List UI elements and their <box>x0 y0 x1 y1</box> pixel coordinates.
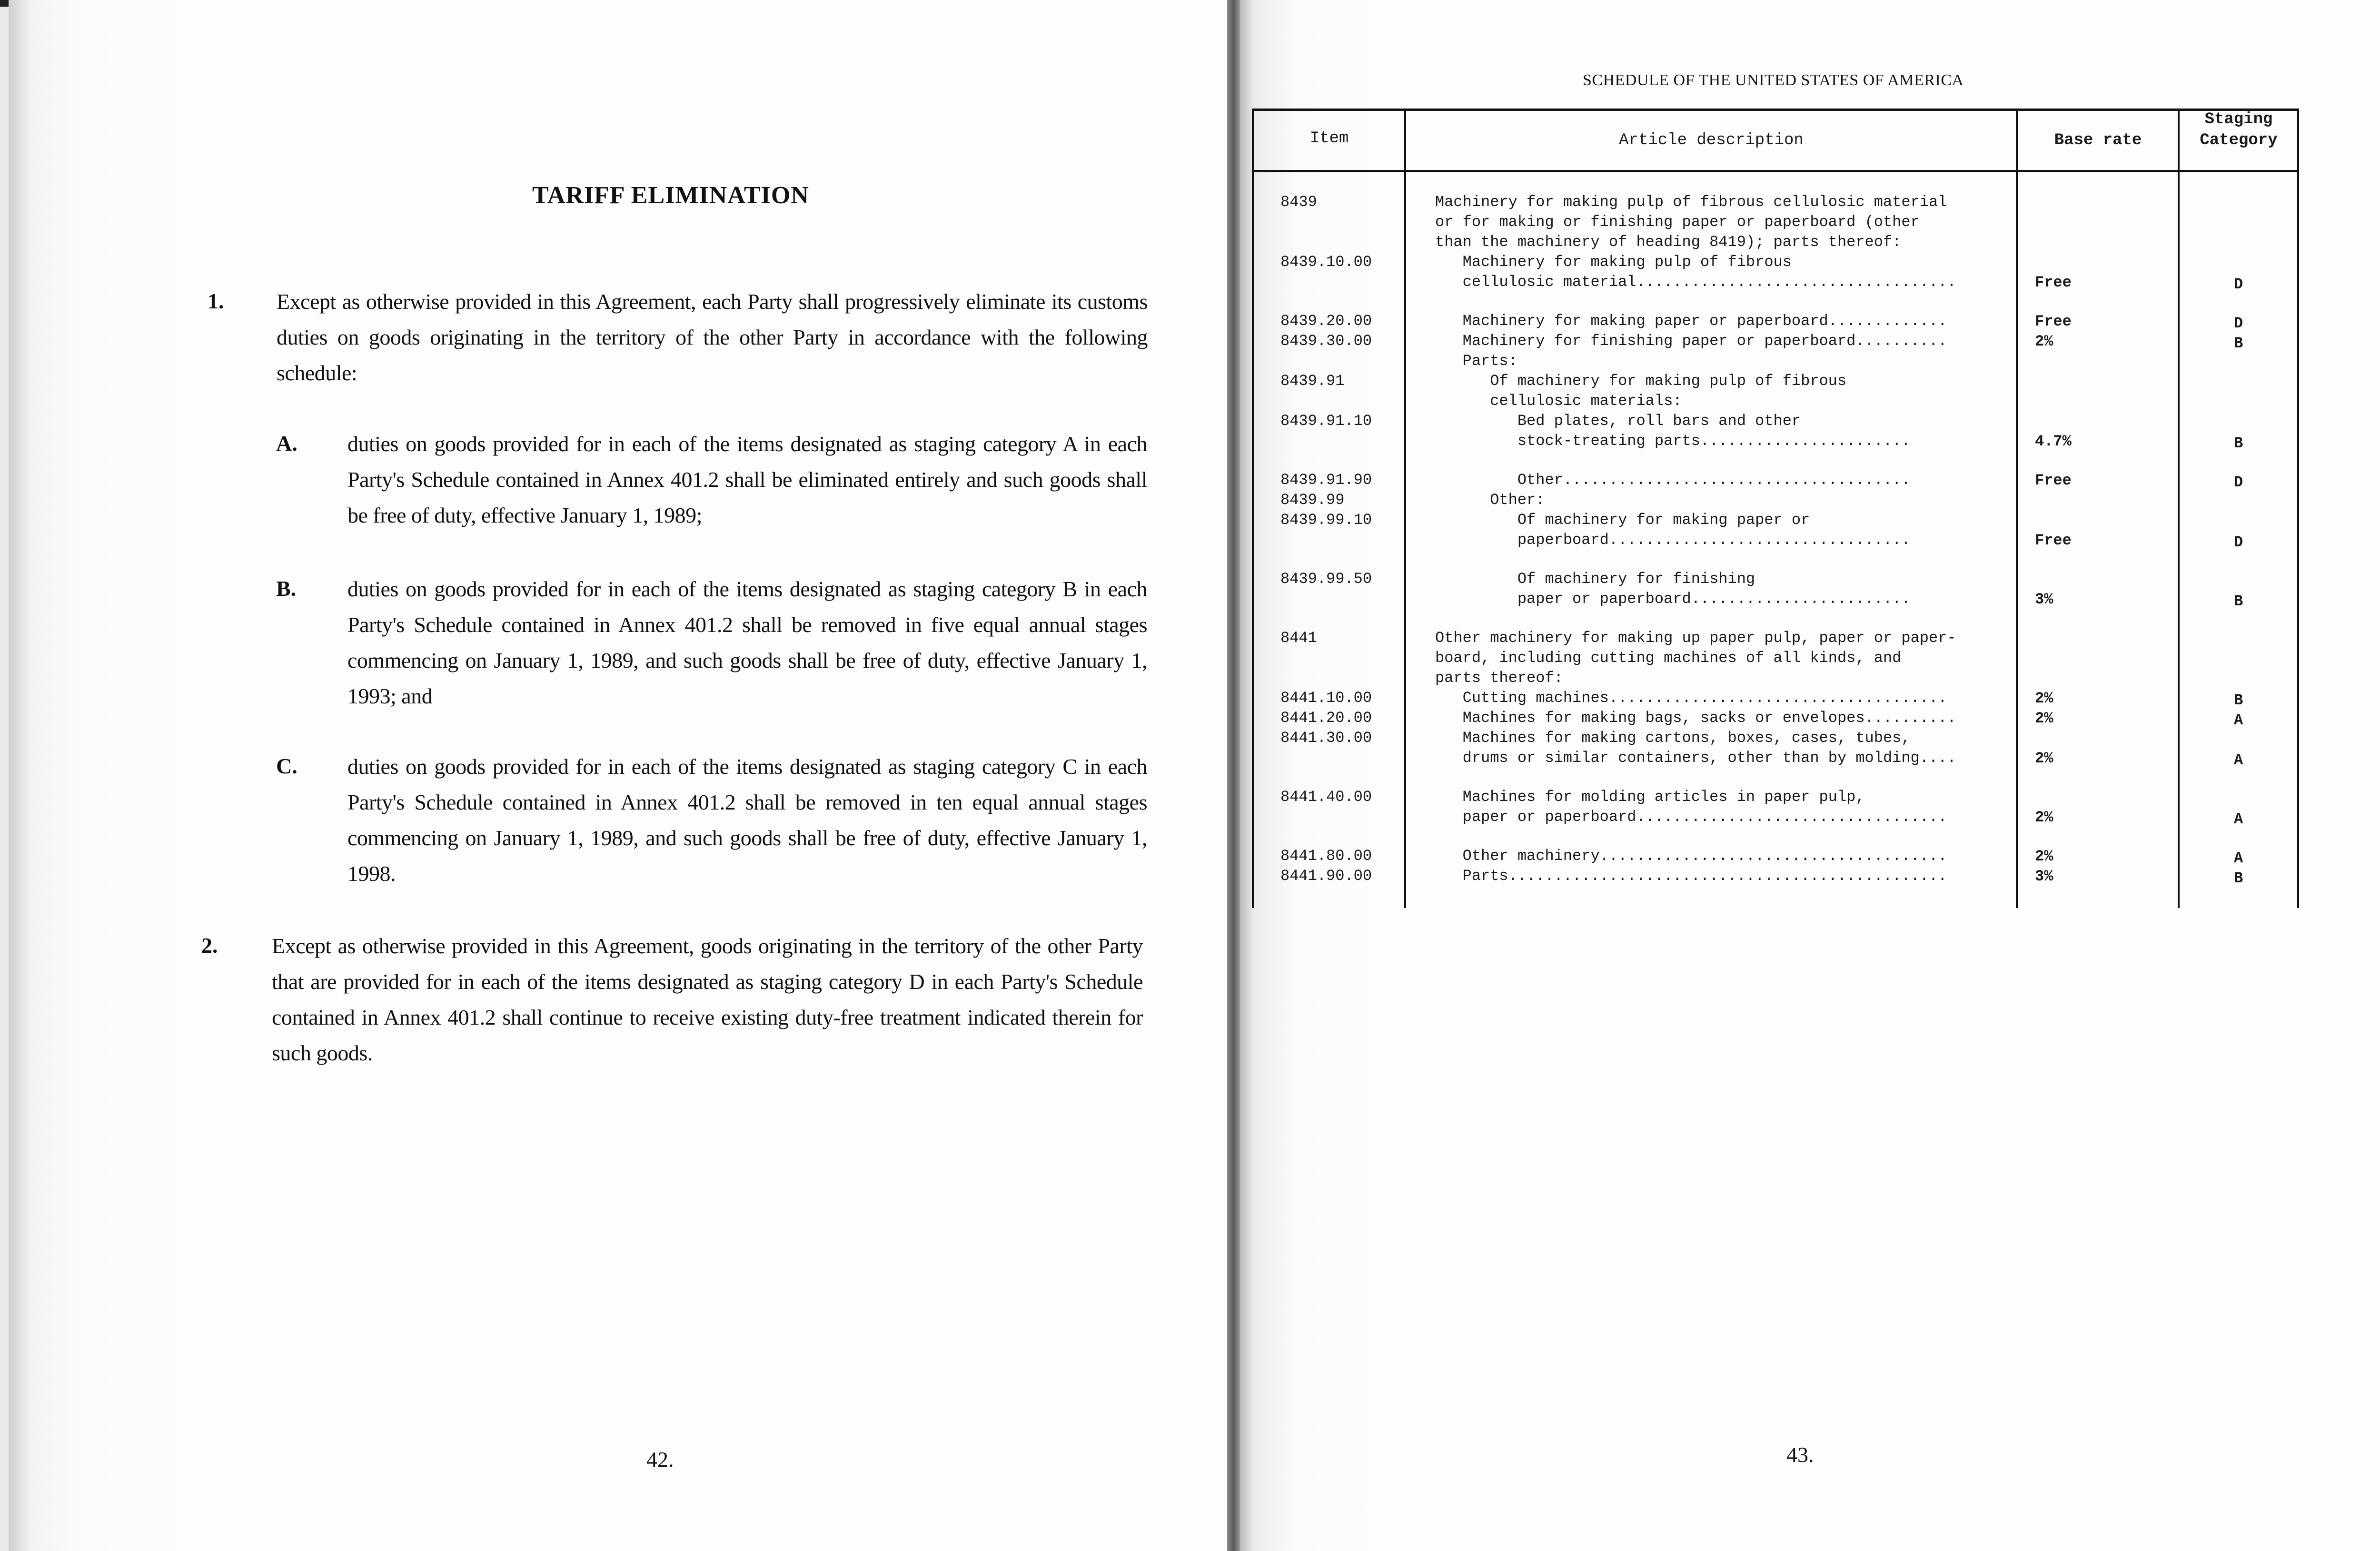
paragraph-number: 1. <box>208 289 224 313</box>
item-code: 8439.91.90 <box>1280 471 1372 489</box>
left-page <box>9 0 1227 1551</box>
item-code: 8439.91.10 <box>1280 412 1372 430</box>
article-description: than the machinery of heading 8419); parts thereof: <box>1435 233 1902 251</box>
article-description: Machines for molding articles in paper pulp, <box>1435 788 1865 806</box>
paragraph-text: Except as otherwise provided in this Agreement, each Party shall progressively eliminate its customs duties on goods originating in the territory of the other Party in accordance with the following schedule: <box>277 289 1148 385</box>
article-description: Bed plates, roll bars and other <box>1435 412 1801 430</box>
article-description: Machinery for making paper or paperboard............. <box>1435 312 1947 330</box>
item-code: 8441.30.00 <box>1280 729 1372 747</box>
article-description: Other machinery...................................... <box>1435 847 1947 865</box>
item-code: 8441.10.00 <box>1280 689 1372 707</box>
page-number: 43. <box>1786 1442 1814 1467</box>
article-description: Of machinery for making paper or <box>1435 511 1810 529</box>
header-staging: Staging <box>2204 110 2273 128</box>
base-rate: Free <box>2035 532 2072 549</box>
header-article-description: Article description <box>1619 131 1804 149</box>
subparagraph-letter: A. <box>276 431 298 455</box>
base-rate: 3% <box>2035 868 2053 885</box>
paragraph-text: Except as otherwise provided in this Agreement, goods originating in the territory of the other Party that are provided for in each of the items designated as staging category D in each Party's Schedule contained in Annex 401.2 shall continue to receive existing duty-free treatment indicated therein for such goods. <box>272 934 1143 1065</box>
article-description: Machines for making cartons, boxes, cases, tubes, <box>1435 729 1911 747</box>
header-base-rate: Base rate <box>2054 131 2142 149</box>
subparagraph-text: duties on goods provided for in each of the items designated as staging category A in each Party's Schedule contained in Annex 401.2 shall be eliminated entirely and such goods shall be free of duty, effective January 1, 1989; <box>347 432 1147 527</box>
base-rate: Free <box>2035 472 2072 489</box>
item-code: 8439 <box>1280 193 1317 211</box>
table-right-border <box>2297 109 2299 908</box>
base-rate: 2% <box>2035 690 2053 707</box>
staging-category: A <box>2234 850 2243 867</box>
table-left-border <box>1252 109 1254 908</box>
item-code: 8439.99.50 <box>1280 570 1372 588</box>
base-rate: Free <box>2035 313 2072 330</box>
article-description: cellulosic materials: <box>1435 392 1682 410</box>
item-code: 8439.99.10 <box>1280 511 1372 529</box>
article-description: Machinery for making pulp of fibrous <box>1435 253 1792 271</box>
base-rate: 4.7% <box>2035 433 2072 450</box>
item-code: 8441.80.00 <box>1280 847 1372 865</box>
staging-category: B <box>2234 335 2243 352</box>
page-number: 42. <box>646 1447 674 1472</box>
base-rate: Free <box>2035 274 2072 291</box>
article-description: Cutting machines..................................... <box>1435 689 1947 707</box>
article-description: paper or paperboard.................................. <box>1435 808 1947 826</box>
item-code: 8441 <box>1280 629 1317 647</box>
staging-category: D <box>2234 315 2243 332</box>
item-code: 8441.90.00 <box>1280 867 1372 885</box>
staging-category: A <box>2234 751 2243 769</box>
item-code: 8441.40.00 <box>1280 788 1372 806</box>
article-description: Of machinery for making pulp of fibrous <box>1435 372 1847 390</box>
base-rate: 2% <box>2035 710 2053 727</box>
article-description: Parts: <box>1435 352 1517 370</box>
item-code: 8441.20.00 <box>1280 709 1372 727</box>
paragraph-number: 2. <box>201 933 218 958</box>
book-gutter <box>1227 0 1240 1551</box>
subparagraph-text: duties on goods provided for in each of the items designated as staging category B in each Party's Schedule contained in Annex 401.2 shall be removed in five equal annual stages commencing on January 1, 1989, and such goods shall be free of duty, effective January 1, 1993; and <box>347 577 1147 708</box>
article-description: Other machinery for making up paper pulp, paper or paper- <box>1435 629 1956 647</box>
staging-category: B <box>2234 593 2243 610</box>
article-description: board, including cutting machines of all kinds, and <box>1435 649 1902 667</box>
base-rate: 2% <box>2035 809 2053 826</box>
base-rate: 3% <box>2035 591 2053 608</box>
article-description: Machinery for finishing paper or paperboard.......... <box>1435 332 1947 350</box>
table-top-rule <box>1252 109 2299 111</box>
subparagraph-text: duties on goods provided for in each of the items designated as staging category C in each Party's Schedule contained in Annex 401.2 shall be removed in ten equal annual stages commencing on January 1, 1989, and such goods shall be free of duty, effective January 1, 1998. <box>347 754 1147 886</box>
base-rate: 2% <box>2035 750 2053 767</box>
article-description: Machines for making bags, sacks or envelopes.......... <box>1435 709 1956 727</box>
schedule-title: SCHEDULE OF THE UNITED STATES OF AMERICA <box>1583 71 1964 89</box>
item-code: 8439.20.00 <box>1280 312 1372 330</box>
staging-category: B <box>2234 435 2243 452</box>
article-description: or for making or finishing paper or paperboard (other <box>1435 213 1920 231</box>
table-header-rule <box>1252 170 2299 172</box>
article-description: cellulosic material................................... <box>1435 273 1956 291</box>
page-title: TARIFF ELIMINATION <box>532 182 809 209</box>
item-code: 8439.91 <box>1280 372 1345 390</box>
base-rate: 2% <box>2035 333 2053 350</box>
article-description: stock-treating parts....................... <box>1435 432 1911 450</box>
staging-category: A <box>2234 810 2243 828</box>
item-code: 8439.99 <box>1280 491 1345 509</box>
staging-category: B <box>2234 692 2243 709</box>
header-category: Category <box>2200 131 2278 149</box>
rate-column-divider <box>2178 109 2180 908</box>
subparagraph-letter: B. <box>276 576 297 601</box>
article-description: Other...................................... <box>1435 471 1911 489</box>
article-description: paper or paperboard........................ <box>1435 590 1911 608</box>
article-description: parts thereof: <box>1435 669 1563 687</box>
staging-category: D <box>2234 474 2243 491</box>
staging-category: D <box>2234 276 2243 293</box>
article-description: paperboard................................. <box>1435 531 1911 549</box>
base-rate: 2% <box>2035 848 2053 865</box>
article-description: Of machinery for finishing <box>1435 570 1755 588</box>
article-description: Other: <box>1435 491 1545 509</box>
staging-category: D <box>2234 533 2243 551</box>
item-code: 8439.10.00 <box>1280 253 1372 271</box>
subparagraph-letter: C. <box>276 754 298 778</box>
description-column-divider <box>2016 109 2018 908</box>
header-item: Item <box>1309 129 1349 148</box>
article-description: drums or similar containers, other than by molding.... <box>1435 749 1956 767</box>
staging-category: B <box>2234 869 2243 887</box>
item-column-divider <box>1404 109 1406 908</box>
staging-category: A <box>2234 711 2243 729</box>
right-page <box>1240 0 2380 1551</box>
article-description: Machinery for making pulp of fibrous cellulosic material <box>1435 193 1947 211</box>
item-code: 8439.30.00 <box>1280 332 1372 350</box>
article-description: Parts................................................ <box>1435 867 1947 885</box>
